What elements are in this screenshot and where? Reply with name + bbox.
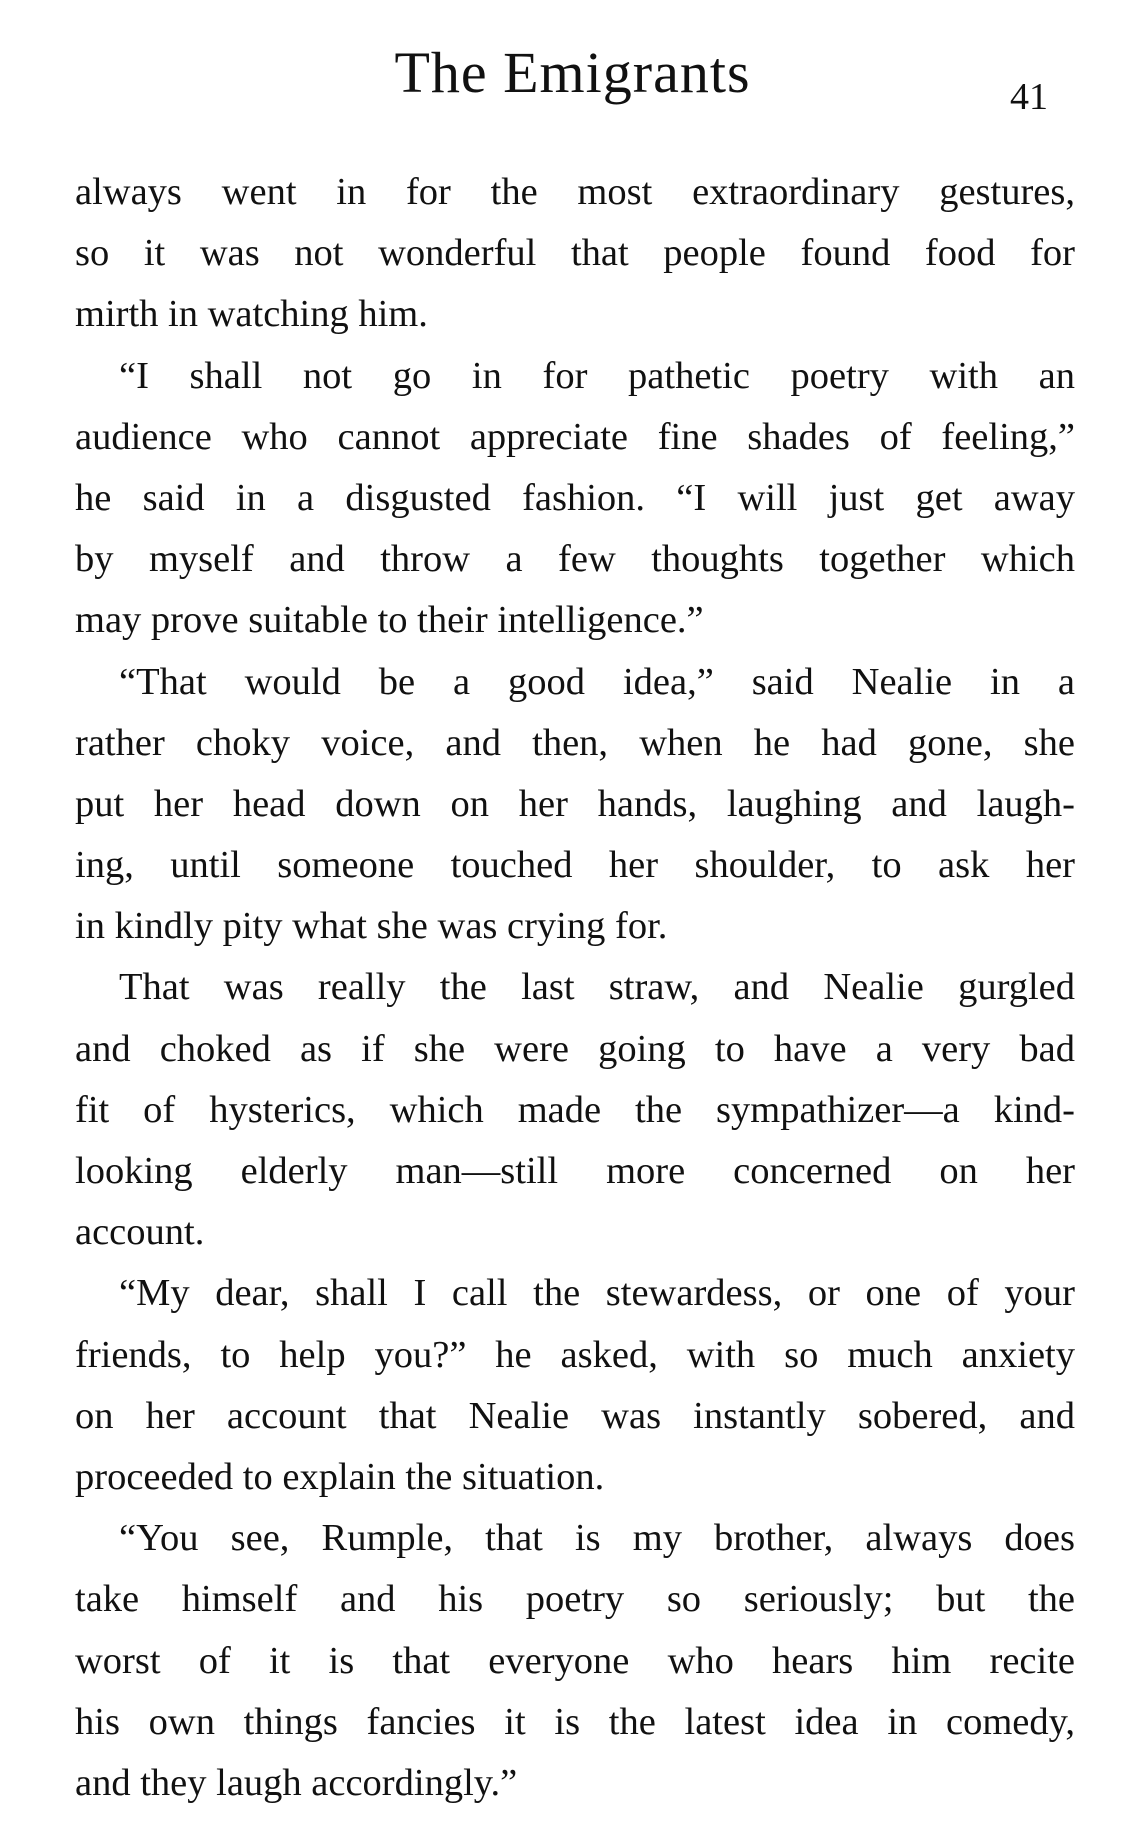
- text-line: he said in a disgusted fashion. “I will just get away: [75, 476, 1075, 519]
- text-line: “That would be a good idea,” said Nealie in a: [119, 660, 1075, 703]
- page-number: 41: [1010, 76, 1048, 118]
- text-line: so it was not wonderful that people found food for: [75, 232, 1075, 275]
- text-line: “You see, Rumple, that is my brother, always does: [119, 1517, 1075, 1560]
- text-line: mirth in watching him.: [75, 293, 428, 336]
- text-line: may prove suitable to their intelligence.”: [75, 599, 704, 642]
- text-line: and choked as if she were going to have a very bad: [75, 1027, 1075, 1070]
- text-line: take himself and his poetry so seriously; but the: [75, 1578, 1075, 1621]
- text-line: his own things fancies it is the latest idea in comedy,: [75, 1700, 1075, 1743]
- text-line: put her head down on her hands, laughing and laugh-: [75, 782, 1075, 825]
- text-line: in kindly pity what she was crying for.: [75, 905, 668, 948]
- text-line: ing, until someone touched her shoulder, to ask her: [75, 844, 1075, 887]
- text-line: always went in for the most extraordinary gestures,: [75, 171, 1075, 213]
- text-line: rather choky voice, and then, when he had gone, she: [75, 721, 1075, 764]
- text-line: “My dear, shall I call the stewardess, or one of your: [119, 1272, 1075, 1315]
- body-text: [75, 162, 1075, 1814]
- text-line: That was really the last straw, and Nealie gurgled: [119, 966, 1075, 1009]
- text-line: by myself and throw a few thoughts together which: [75, 538, 1075, 581]
- text-line: fit of hysterics, which made the sympathizer—a kind-: [75, 1088, 1075, 1131]
- text-line: and they laugh accordingly.”: [75, 1761, 518, 1804]
- text-line: “I shall not go in for pathetic poetry with an: [119, 354, 1075, 397]
- text-line: looking elderly man—still more concerned on her: [75, 1150, 1075, 1192]
- text-line: on her account that Nealie was instantly sobered, and: [75, 1394, 1075, 1437]
- text-line: friends, to help you?” he asked, with so much anxiety: [75, 1333, 1075, 1376]
- text-line: audience who cannot appreciate fine shades of feeling,”: [75, 415, 1075, 458]
- running-title: The Emigrants: [394, 40, 751, 105]
- text-line: proceeded to explain the situation.: [75, 1455, 605, 1498]
- text-line: worst of it is that everyone who hears him recite: [75, 1639, 1075, 1682]
- text-line: account.: [75, 1211, 205, 1254]
